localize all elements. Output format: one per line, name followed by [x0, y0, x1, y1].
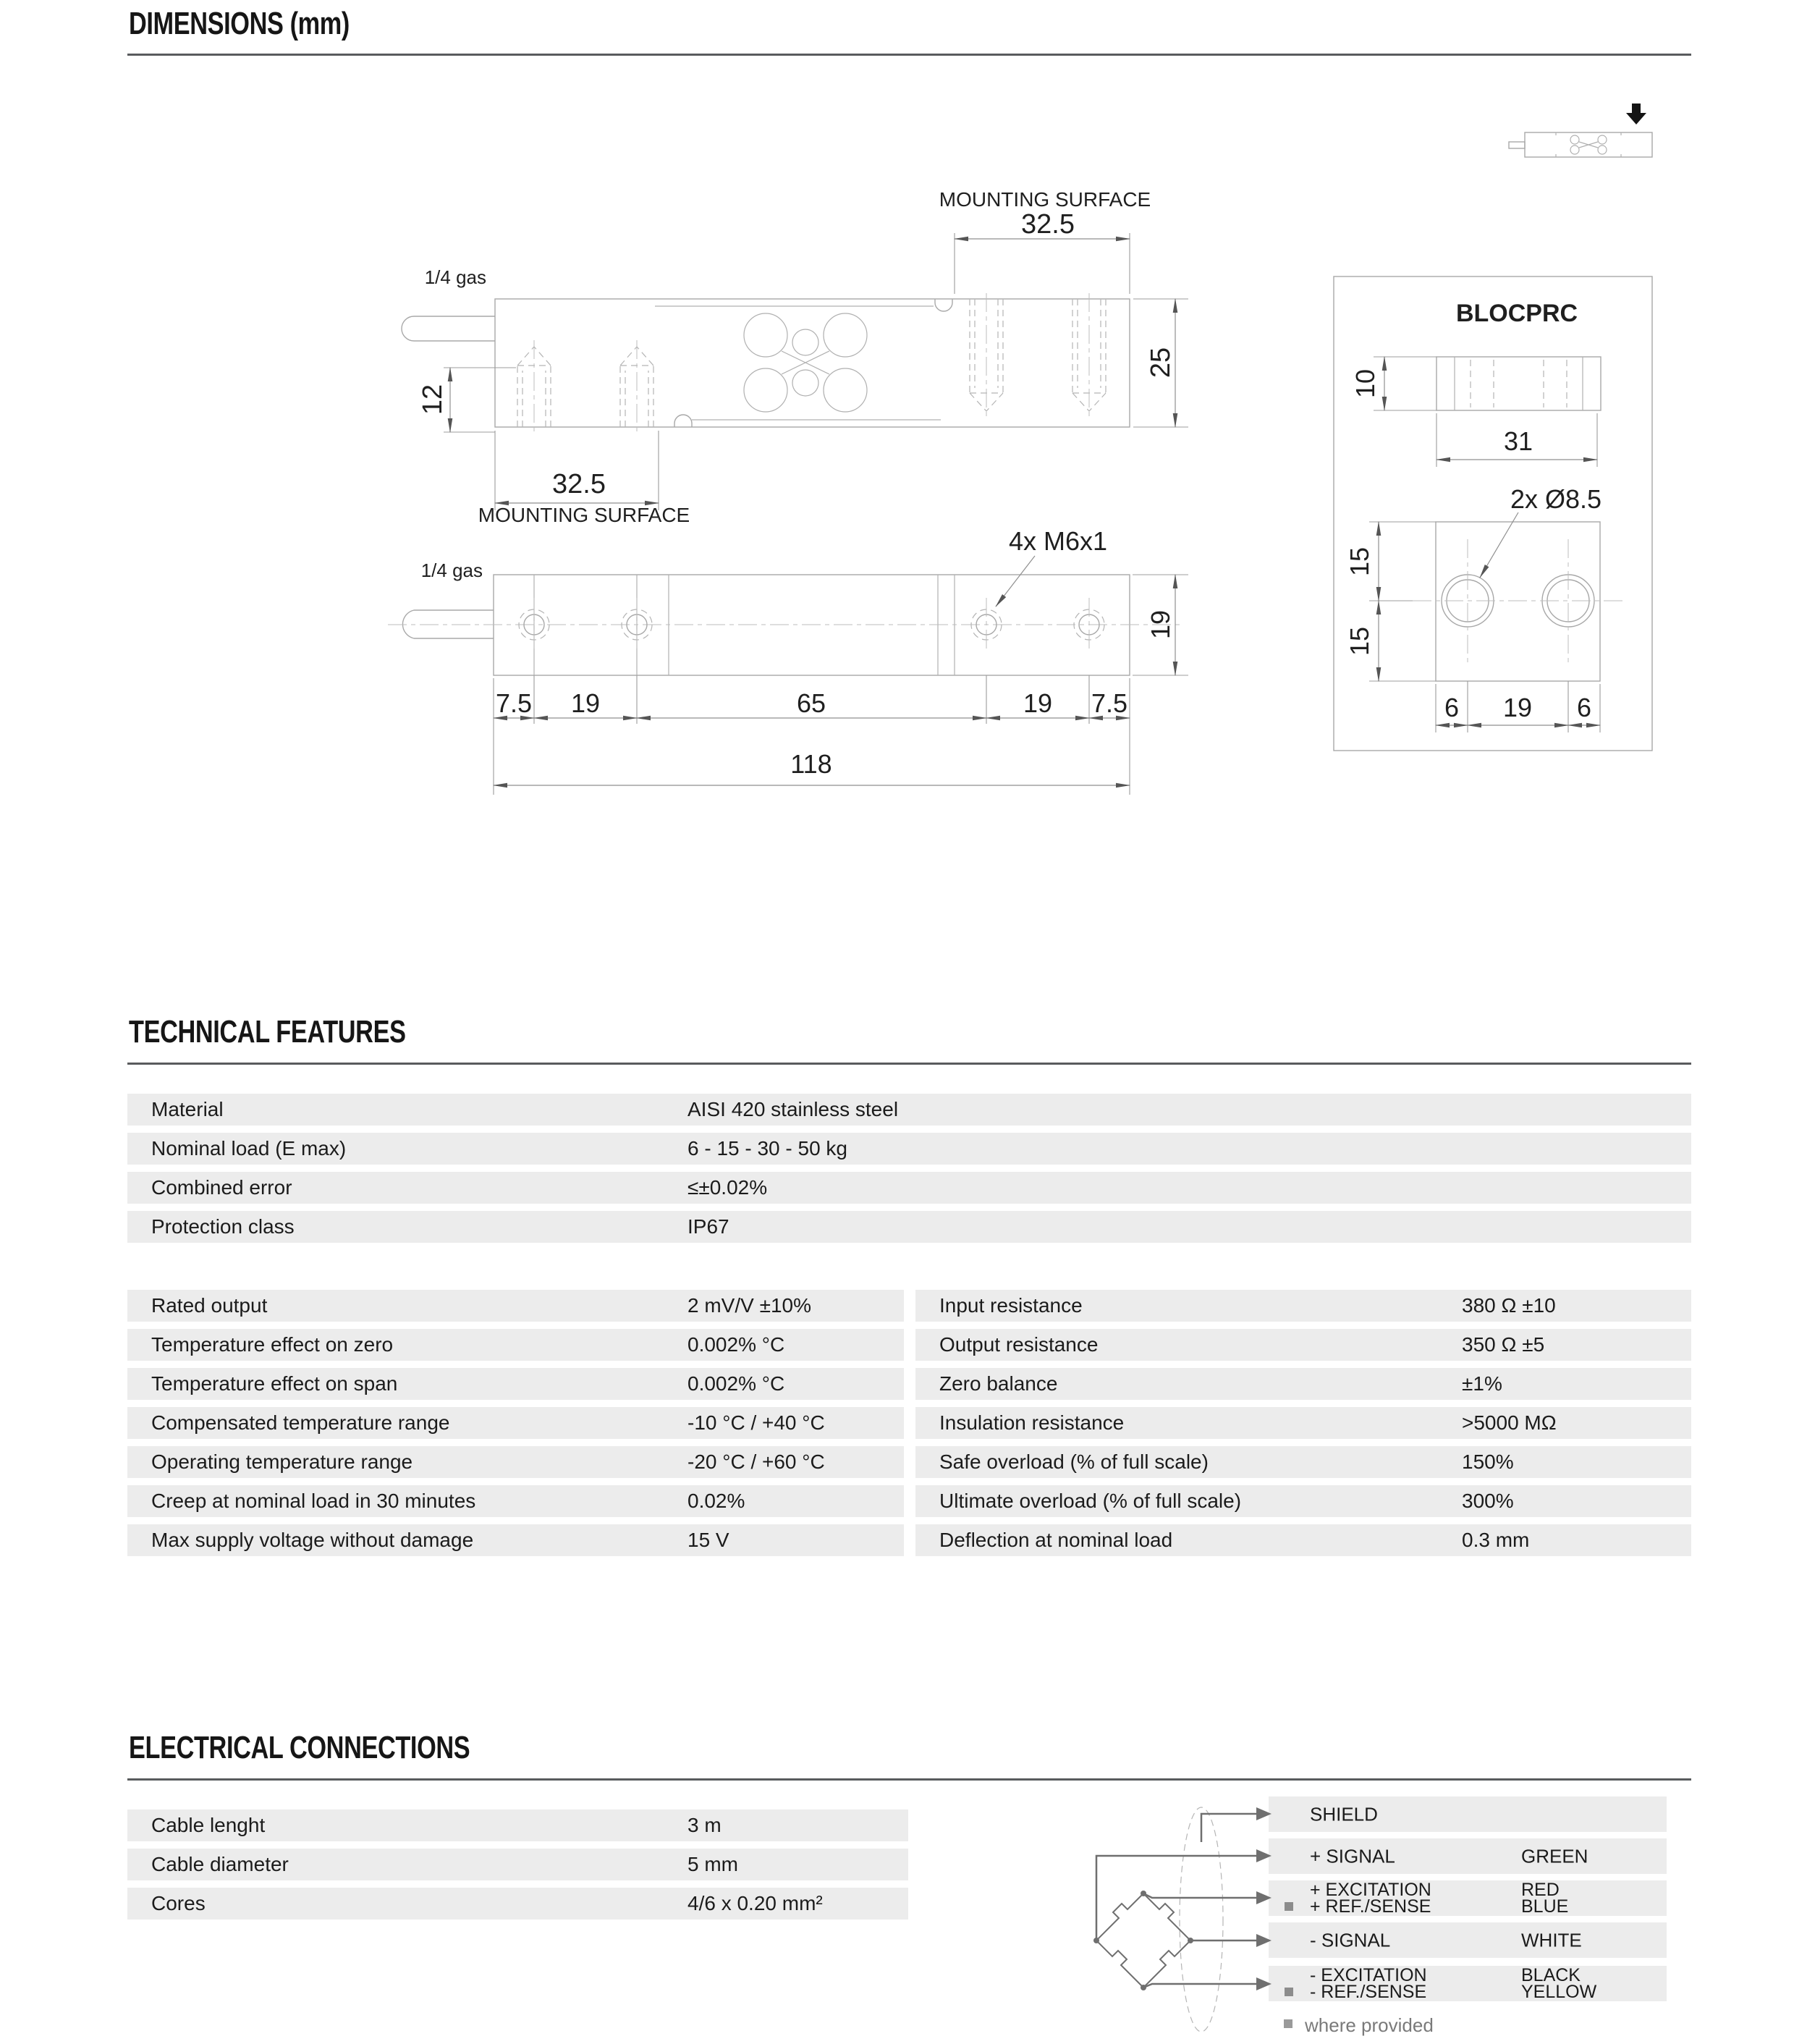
table-row — [915, 1368, 1691, 1400]
feature-value: 0.002% °C — [687, 1333, 785, 1356]
feature-value: 6 - 15 - 30 - 50 kg — [687, 1137, 848, 1160]
dim-19-side: 19 — [1146, 609, 1175, 640]
table-row — [915, 1485, 1691, 1517]
feature-value: IP67 — [687, 1215, 729, 1238]
table-row — [127, 1524, 904, 1556]
table-row — [915, 1446, 1691, 1478]
feature-label: Insulation resistance — [939, 1411, 1125, 1434]
feature-value: 380 Ω ±10 — [1462, 1294, 1556, 1317]
feature-value: 2 mV/V ±10% — [687, 1294, 811, 1317]
cable-value: 3 m — [687, 1814, 722, 1836]
feature-label: Max supply voltage without damage — [151, 1529, 474, 1551]
feature-label: Material — [151, 1098, 224, 1120]
dim-19-right: 19 — [1023, 688, 1053, 718]
dim-6-left: 6 — [1444, 693, 1460, 722]
table-row — [127, 1133, 1691, 1165]
feature-value: 0.002% °C — [687, 1372, 785, 1395]
wheatstone-bridge-diagram — [0, 1715, 1794, 2044]
wire-color: WHITE — [1521, 1929, 1582, 1951]
wire-label: + SIGNAL — [1310, 1845, 1395, 1867]
table-row — [127, 1211, 1691, 1243]
wire-label: - EXCITATION — [1310, 1965, 1427, 1985]
wire-sub-color: BLUE — [1521, 1896, 1569, 1917]
holes-label: 4x M6x1 — [1008, 526, 1108, 556]
dim-12: 12 — [418, 384, 448, 415]
dimension-drawing — [0, 0, 1794, 905]
dim-25: 25 — [1146, 347, 1176, 379]
blocprc-holes-label: 2x Ø8.5 — [1510, 484, 1602, 514]
feature-value: ±1% — [1462, 1372, 1502, 1395]
dim-19-blocprc: 19 — [1502, 693, 1533, 722]
feature-label: Temperature effect on zero — [151, 1333, 394, 1356]
wire-label: + EXCITATION — [1310, 1880, 1431, 1900]
feature-label: Deflection at nominal load — [939, 1529, 1173, 1551]
wire-label: SHIELD — [1310, 1803, 1378, 1825]
shield-arrow — [1256, 1807, 1272, 1820]
dim-15-upper: 15 — [1345, 546, 1374, 577]
cable-value: 5 mm — [687, 1853, 738, 1875]
wire-color: RED — [1521, 1880, 1560, 1900]
feature-label: Rated output — [151, 1294, 268, 1317]
minus-excitation-arrow — [1256, 1977, 1272, 1990]
mounting-surface-top-label: MOUNTING SURFACE — [939, 188, 1151, 211]
feature-value: 15 V — [687, 1529, 729, 1551]
cable-value: 4/6 x 0.20 mm² — [687, 1892, 823, 1914]
table-row — [127, 1172, 1691, 1204]
table-row — [915, 1290, 1691, 1322]
feature-value: 300% — [1462, 1490, 1514, 1512]
table-row — [915, 1407, 1691, 1439]
feature-label: Protection class — [151, 1215, 295, 1238]
feature-value: -10 °C / +40 °C — [687, 1411, 825, 1434]
minus-signal-arrow — [1256, 1934, 1272, 1947]
cable-label: Cable lenght — [151, 1814, 266, 1836]
blocprc-title: BLOCPRC — [1455, 300, 1578, 327]
feature-label: Safe overload (% of full scale) — [939, 1450, 1209, 1473]
cable-label: Cores — [151, 1892, 206, 1914]
feature-value: -20 °C / +60 °C — [687, 1450, 825, 1473]
dim-7-5-right: 7.5 — [1091, 688, 1128, 718]
dimensions-section-title: DIMENSIONS (mm) — [129, 6, 350, 41]
table-row — [127, 1329, 904, 1361]
mounting-surface-bottom-label: MOUNTING SURFACE — [478, 504, 690, 526]
table-row — [127, 1407, 904, 1439]
gas-label-plan: 1/4 gas — [420, 559, 483, 581]
feature-label: Creep at nominal load in 30 minutes — [151, 1490, 476, 1512]
dim-6-right: 6 — [1576, 693, 1592, 722]
wire-color: BLACK — [1521, 1965, 1581, 1985]
cable-label: Cable diameter — [151, 1853, 289, 1875]
dim-19-left: 19 — [570, 688, 601, 718]
table-row — [127, 1094, 1691, 1126]
feature-value: AISI 420 stainless steel — [687, 1098, 899, 1120]
wire-sub-color: YELLOW — [1521, 1982, 1597, 2002]
dim-31: 31 — [1503, 426, 1533, 456]
blocprc-drawing — [1334, 276, 1652, 751]
feature-value: 150% — [1462, 1450, 1514, 1473]
wire-sub-label: - REF./SENSE — [1310, 1982, 1427, 2002]
table-row — [127, 1446, 904, 1478]
plus-signal-arrow — [1256, 1849, 1272, 1862]
wire-sub-label: + REF./SENSE — [1310, 1896, 1431, 1917]
feature-label: Nominal load (E max) — [151, 1137, 347, 1160]
technical-section-title: TECHNICAL FEATURES — [129, 1014, 406, 1050]
dim-65: 65 — [796, 688, 826, 718]
feature-value: >5000 MΩ — [1462, 1411, 1557, 1434]
table-row — [915, 1329, 1691, 1361]
table-row — [127, 1485, 904, 1517]
plan-view-drawing — [388, 526, 1188, 795]
load-direction-icon — [1509, 104, 1652, 157]
feature-label: Temperature effect on span — [151, 1372, 398, 1395]
dim-32-5-bottom: 32.5 — [552, 469, 606, 499]
plus-excitation-arrow — [1256, 1891, 1272, 1904]
feature-value: ≤±0.02% — [687, 1176, 768, 1199]
dim-15-lower: 15 — [1345, 626, 1374, 656]
feature-label: Output resistance — [939, 1333, 1099, 1356]
wire-color: GREEN — [1521, 1845, 1588, 1867]
feature-value: 0.3 mm — [1462, 1529, 1530, 1551]
dim-7-5-left: 7.5 — [495, 688, 533, 718]
table-row — [127, 1290, 904, 1322]
dim-10: 10 — [1350, 368, 1380, 399]
footnote-text: where provided — [1305, 2014, 1434, 2036]
feature-label: Compensated temperature range — [151, 1411, 450, 1434]
table-row — [127, 1368, 904, 1400]
gas-label-side: 1/4 gas — [424, 266, 486, 288]
feature-label: Operating temperature range — [151, 1450, 413, 1473]
feature-value: 0.02% — [687, 1490, 745, 1512]
dim-118: 118 — [790, 749, 832, 779]
wire-label: - SIGNAL — [1310, 1929, 1391, 1951]
feature-value: 350 Ω ±5 — [1462, 1333, 1545, 1356]
section-divider — [127, 1063, 1691, 1065]
feature-label: Input resistance — [939, 1294, 1083, 1317]
side-view-drawing — [402, 188, 1188, 526]
table-row — [915, 1524, 1691, 1556]
feature-label: Combined error — [151, 1176, 292, 1199]
feature-label: Zero balance — [939, 1372, 1058, 1395]
electrical-section-title: ELECTRICAL CONNECTIONS — [129, 1730, 470, 1765]
dim-32-5-top: 32.5 — [1021, 209, 1075, 240]
feature-label: Ultimate overload (% of full scale) — [939, 1490, 1242, 1512]
